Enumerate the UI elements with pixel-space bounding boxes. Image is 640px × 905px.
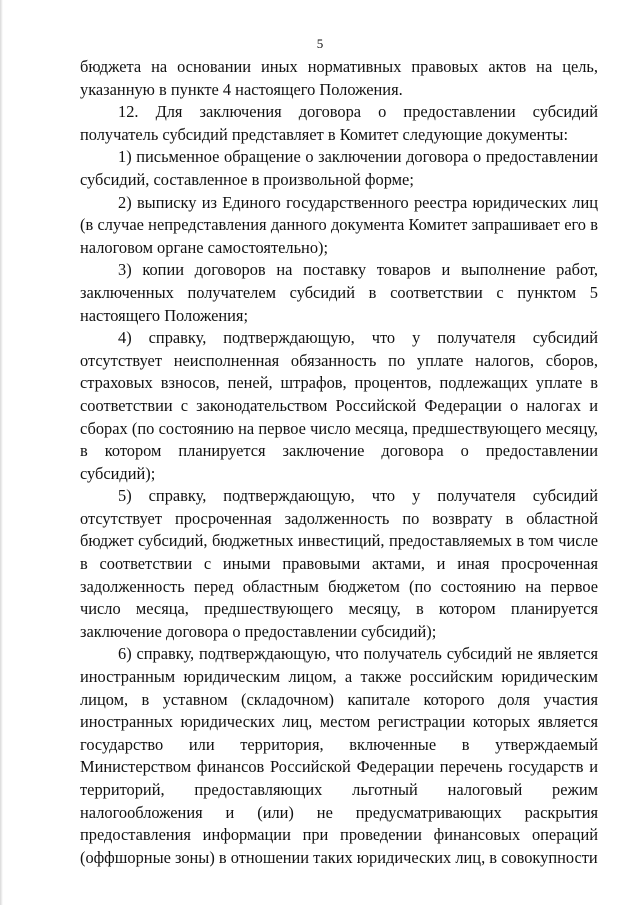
paragraph-subitem-3: 3) копии договоров на поставку товаров и выполнение работ, заключенных получателем субсидий в соответствии с пунктом 5 настоящего Положения;: [80, 260, 598, 325]
document-body: [80, 56, 598, 869]
paragraph-continuation: бюджета на основании иных нормативных правовых актов на цель, указанную в пункте 4 настоящего Положения.: [80, 57, 598, 99]
paragraph-subitem-2: 2) выписку из Единого государственного реестра юридических лиц (в случае непредставления данного документа Комитет запрашивает его в налоговом органе самостоятельно);: [80, 192, 598, 257]
paragraph-subitem-6: 6) справку, подтверждающую, что получатель субсидий не является иностранным юридическим лицом, а также российским юридическим лицом, в уставном (складочном) капитале которого доля участия иностранных юридических лиц, местом регистрации которых является государство или территория, включенные в утверждаемый Министерством финансов Российской Федерации перечень государств и территорий, предоставляющих льготный налоговый режим налогообложения и (или) не предусматривающих раскрытия предоставления информации при проведении финансовых операций (оффшорные зоны) в отношении таких юридических лиц, в совокупности: [80, 644, 598, 867]
paragraph-subitem-5: 5) справку, подтверждающую, что у получателя субсидий отсутствует просроченная задолженность по возврату в областной бюджет субсидий, бюджетных инвестиций, предоставляемых в том числе в соответствии с иными правовыми актами, и иная просроченная задолженность перед областным бюджетом (по состоянию на первое число месяца, предшествующего месяцу, в котором планируется заключение договора о предоставлении субсидий);: [80, 486, 598, 641]
page-number: 5: [316, 36, 324, 51]
paragraph-subitem-4: 4) справку, подтверждающую, что у получателя субсидий отсутствует неисполненная обязанность по уплате налогов, сборов, страховых взносов, пеней, штрафов, процентов, подлежащих уплате в соответствии с законодательством Российской Федерации о налогах и сборах (по состоянию на первое число месяца, предшествующего месяцу, в котором планируется заключение договора о предоставлении субсидий);: [80, 328, 598, 483]
paragraph-item-12: 12. Для заключения договора о предоставлении субсидий получатель субсидий представляет в Комитет следующие документы:: [80, 102, 598, 144]
scan-edge-shadow: [0, 0, 3, 905]
paragraph-subitem-1: 1) письменное обращение о заключении договора о предоставлении субсидий, составленное в произвольной форме;: [80, 147, 598, 189]
